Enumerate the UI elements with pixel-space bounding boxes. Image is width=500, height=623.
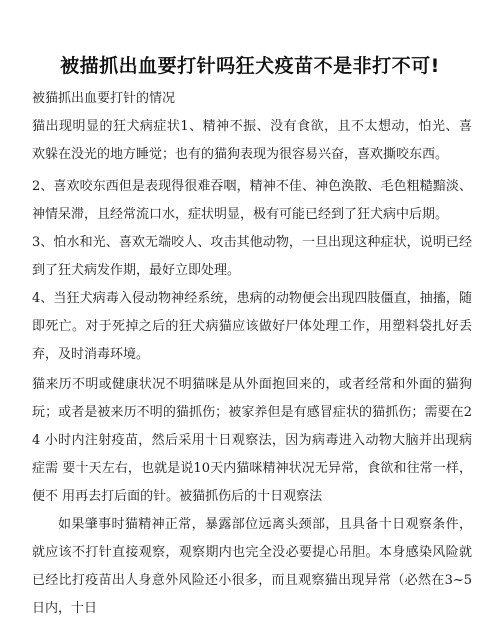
paragraph-symptom-1: 猫出现明显的狂犬病症状1、精神不振、没有食欲，且不太想动，怕光、喜 欢躲在没光的地方睡觉；也有的猫狗表现为很容易兴奋，喜欢撕咬东西。: [32, 119, 472, 162]
section-heading: 被猫抓出血要打针的情况: [32, 91, 176, 106]
paragraph-symptom-3: 3、怕水和光、喜欢无端咬人、攻击其他动物，一旦出现这种症状，说明已经 到了狂犬病发作期，最好立即处理。: [32, 235, 472, 278]
paragraph-symptom-2: 2、喜欢咬东西但是表现得很难吞咽，精神不佳、神色涣散、毛色粗糙黯淡、 神情呆滞，且经常流口水，症状明显，极有可能已经到了狂犬病中后期。: [32, 179, 472, 222]
paragraph-symptom-4: 4、当狂犬病毒入侵动物神经系统，患病的动物便会出现四肢僵直，抽搐，随 即死亡。对于死掉之后的狂犬病猫应该做好尸体处理工作，用塑料袋扎好丢弃，及时消毒环境。: [32, 291, 472, 362]
page-title: 被描抓出血要打针吗狂犬疫苗不是非打不可!: [60, 55, 440, 77]
paragraph-observation: 如果肇事时猫精神正常，暴露部位远离头颈部，且具备十日观察条件，就应该不打针直接观察，观察期内也完全没必要提心吊胆。本身感染风险就已经比打疫苗出人身意外风险还小很多，而且观察猫出现异常（必然在3~5日内，十日: [32, 517, 472, 616]
paragraph-unknown-origin: 猫来历不明或健康状况不明猫咪是从外面抱回来的，或者经常和外面的猫狗 玩；或者是被来历不明的猫抓伤；被家养但是有感冒症状的猫抓伤；需要在24 小时内注射疫苗，然后采用十日观察法，因为病毒进入动物大脑并出现病症需 要十天左右，也就是说10天内猫咪精神状况无异常，食欲和往常一样，便不 用再去打后面的针。被猫抓伤后的十日观察法: [32, 377, 472, 504]
